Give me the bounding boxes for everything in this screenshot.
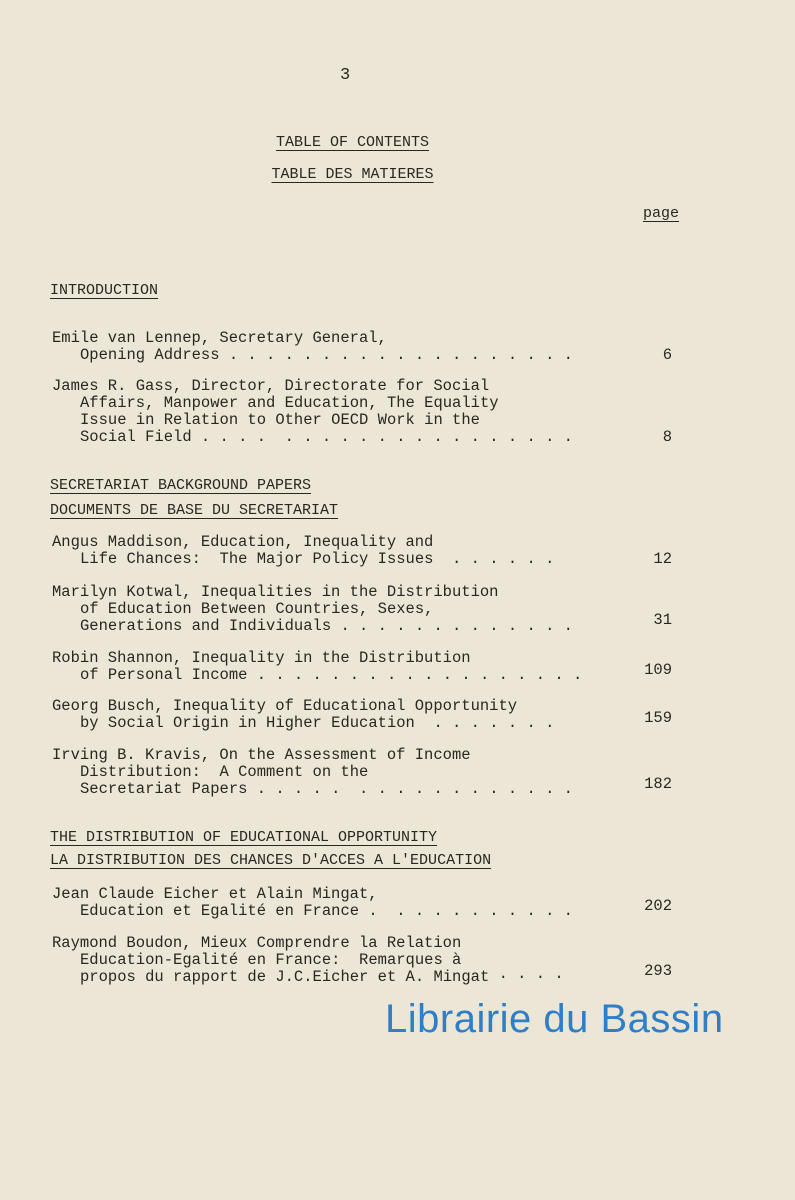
toc-entry: Irving B. Kravis, On the Assessment of Income Distribution: A Comment on the Secretariat Papers . . . . . . . . . . . . . . . . . 182 <box>52 746 672 798</box>
toc-entry: James R. Gass, Director, Directorate for Social Affairs, Manpower and Education, The Equality Issue in Relation to Other OECD Work in the Social Field . . . . . . . . . . . . . . . . . . . . 8 <box>52 377 672 446</box>
toc-entry: Jean Claude Eicher et Alain Mingat, Education et Egalité en France . . . . . . . . . . . 202 <box>52 885 672 920</box>
toc-entry: Emile van Lennep, Secretary General, Opening Address . . . . . . . . . . . . . . . . . . . 6 <box>52 329 672 364</box>
toc-title-fr: TABLE DES MATIERES <box>271 166 434 183</box>
page-number: 3 <box>340 66 351 85</box>
section-heading: THE DISTRIBUTION OF EDUCATIONAL OPPORTUNITY <box>50 829 438 846</box>
section-heading: DOCUMENTS DE BASE DU SECRETARIAT <box>50 502 339 519</box>
toc-entry: Georg Busch, Inequality of Educational Opportunity by Social Origin in Higher Education . . . . . . . 159 <box>52 697 672 732</box>
toc-entry-page: 182 <box>644 775 672 793</box>
section-heading: SECRETARIAT BACKGROUND PAPERS <box>50 477 312 494</box>
toc-entry-page: 6 <box>662 346 672 364</box>
toc-entry-page: 12 <box>653 550 672 568</box>
page-column-header: page <box>642 205 679 222</box>
toc-title-en: TABLE OF CONTENTS <box>275 134 430 151</box>
watermark: Librairie du Bassin <box>385 997 724 1041</box>
toc-entry-page: 109 <box>644 661 672 679</box>
toc-entry: Angus Maddison, Education, Inequality and Life Chances: The Major Policy Issues . . . . . . 12 <box>52 533 672 568</box>
toc-entry-page: 293 <box>644 962 672 980</box>
section-heading: LA DISTRIBUTION DES CHANCES D'ACCES A L'EDUCATION <box>50 852 492 869</box>
toc-entry-page: 202 <box>644 897 672 915</box>
toc-entry-page: 8 <box>662 428 672 446</box>
toc-entry: Robin Shannon, Inequality in the Distribution of Personal Income . . . . . . . . . . . . . . . . . . 109 <box>52 649 672 684</box>
toc-entry-page: 159 <box>644 709 672 727</box>
toc-entry: Raymond Boudon, Mieux Comprendre la Relation Education-Egalité en France: Remarques à propos du rapport de J.C.Eicher et A. Mingat · · · · 293 <box>52 934 672 986</box>
section-heading: INTRODUCTION <box>50 282 159 299</box>
toc-entry-page: 31 <box>653 611 672 629</box>
toc-entry: Marilyn Kotwal, Inequalities in the Distribution of Education Between Countries, Sexes, Generations and Individuals . . . . . . . . . . . . . 31 <box>52 583 672 635</box>
